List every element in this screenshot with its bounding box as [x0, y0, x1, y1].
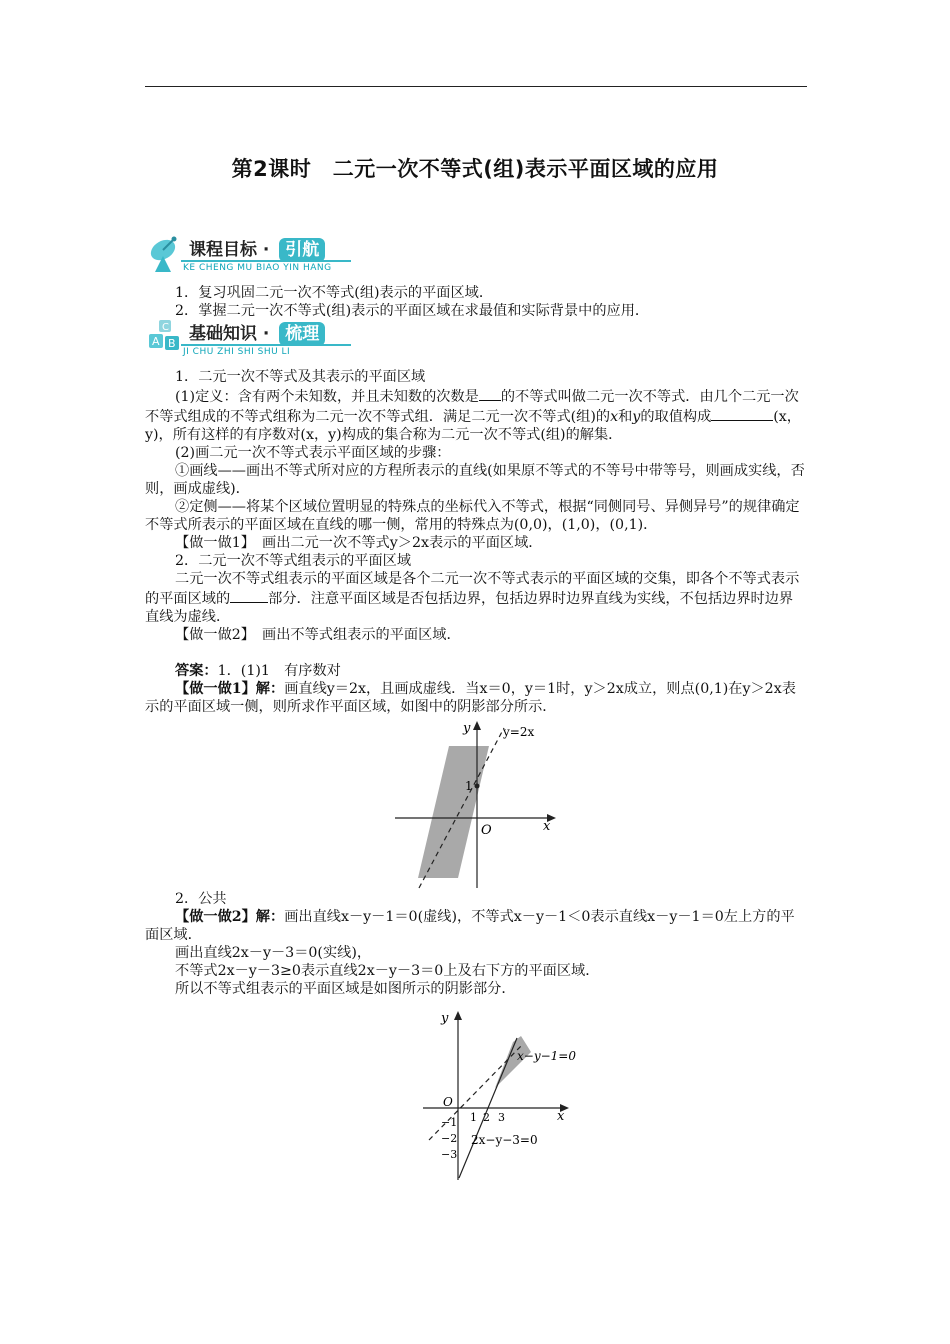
tick-y-minus-3: −3	[441, 1148, 458, 1161]
y-axis-label: y	[441, 1011, 449, 1026]
figure-2	[413, 1008, 583, 1180]
svg-text:B: B	[168, 337, 176, 350]
tick-y-minus-1: −1	[441, 1116, 458, 1129]
banner-title-text: 课程目标	[189, 240, 257, 260]
solid-line-label: 2x−y−3=0	[471, 1133, 538, 1147]
tick-x-3: 3	[498, 1111, 505, 1124]
y-axis-label: y	[463, 721, 471, 736]
figure-1	[381, 718, 561, 890]
step-2: ②定侧——将某个区域位置明显的特殊点的坐标代入不等式，根据“同侧同号、异侧异号”的规律确定不等式所表示的平面区域在直线的哪一侧，常用的特殊点为(0,0)，(1,0)，(0,1)．	[145, 499, 800, 533]
banner-title: 课程目标 · 引航	[185, 238, 335, 262]
answer-1: 【做一做1】解：画直线y＝2x，且画成虚线．当x＝0，y＝1时，y＞2x成立，则点(0,1)在y＞2x表示的平面区域一侧，则所求作平面区域，如图中的阴影部分所示．	[145, 681, 796, 715]
banner-tag: 引航	[279, 238, 325, 262]
page-title: 第2课时 二元一次不等式(组)表示平面区域的应用	[231, 157, 719, 181]
goal-2: 2．掌握二元一次不等式(组)表示的平面区域在求最值和实际背景中的应用．	[175, 303, 650, 319]
tick-y-minus-2: −2	[441, 1132, 458, 1145]
section-1-heading: 1．二元一次不等式及其表示的平面区域	[175, 369, 426, 385]
header-rule	[145, 86, 807, 87]
definition-paragraph: (1)定义：含有两个未知数，并且未知数的次数是 的不等式叫做二元一次不等式．由几个二元一次不等式组成的不等式组称为二元一次不等式组．满足二元一次不等式(组)的x和y的取值构成 (x，y)，所有这样的有序数对(x，y)构成的集合称为二元一次不等式(组)的解集．	[145, 386, 807, 444]
fill-blank	[230, 588, 268, 603]
answer-2-line-3: 不等式2x－y－3≥0表示直线2x－y－3＝0上及右下方的平面区域．	[175, 963, 600, 979]
banner-course-goals	[145, 232, 807, 284]
tick-x-2: 2	[483, 1111, 490, 1124]
banner-basic-knowledge	[145, 316, 807, 368]
line-label: y=2x	[503, 725, 535, 739]
answer-2-line-2: 画出直线2x－y－3＝0(实线)，	[175, 945, 372, 961]
goal-1: 1．复习巩固二元一次不等式(组)表示的平面区域．	[175, 285, 494, 301]
tick-x-1: 1	[470, 1111, 477, 1124]
x-axis-label: x	[557, 1109, 565, 1124]
fill-blank	[711, 406, 773, 421]
section-2-body: 二元一次不等式组表示的平面区域是各个二元一次不等式表示的平面区域的交集，即各个不等式表示的平面区域的 部分．注意平面区域是否包括边界，包括边界时边界直线为实线，不包括边界时边界直线为虚线．	[145, 571, 800, 625]
document-body	[145, 232, 807, 1180]
satellite-dish-icon	[147, 234, 183, 274]
section-2-heading: 2．二元一次不等式组表示的平面区域	[175, 553, 412, 569]
svg-text:A: A	[152, 335, 160, 348]
dashed-line-label: x−y−1=0	[517, 1049, 576, 1063]
step-1: ①画线——画出不等式所对应的方程所表示的直线(如果原不等式的不等号中带等号，则画成实线，否则，画成虚线)．	[145, 463, 805, 497]
svg-text:C: C	[162, 322, 169, 333]
exercise-1: 【做一做1】 画出二元一次不等式y＞2x表示的平面区域．	[175, 535, 543, 551]
banner-pinyin: JI CHU ZHI SHI SHU LI	[183, 347, 291, 357]
banner-tag: 梳理	[279, 322, 325, 346]
answer-2: 【做一做2】解：画出直线x－y－1＝0(虚线)，不等式x－y－1＜0表示直线x－y－1＝0左上方的平面区域．	[145, 909, 795, 943]
figure-2-graph	[413, 1008, 583, 1180]
point-0-1	[475, 784, 480, 789]
exercise-2: 【做一做2】 画出不等式组表示的平面区域．	[175, 627, 461, 643]
steps-heading: (2)画二元一次不等式表示平面区域的步骤：	[175, 445, 451, 461]
answer-line: 答案：1．(1)1 有序数对	[175, 663, 341, 679]
shaded-region	[418, 746, 489, 878]
banner-title: 基础知识 · 梳理	[185, 322, 335, 346]
x-axis-label: x	[543, 819, 551, 834]
abc-blocks-icon	[147, 318, 183, 358]
tick-label-1: 1	[465, 779, 473, 793]
answer-2-line-4: 所以不等式组表示的平面区域是如图所示的阴影部分．	[175, 981, 516, 997]
figure-1-graph	[381, 718, 561, 890]
origin-label: O	[443, 1095, 453, 1109]
origin-label: O	[481, 823, 492, 838]
banner-pinyin: KE CHENG MU BIAO YIN HANG	[183, 263, 332, 273]
answer-2-first: 2．公共	[175, 891, 227, 907]
banner-title-text: 基础知识	[189, 324, 257, 344]
